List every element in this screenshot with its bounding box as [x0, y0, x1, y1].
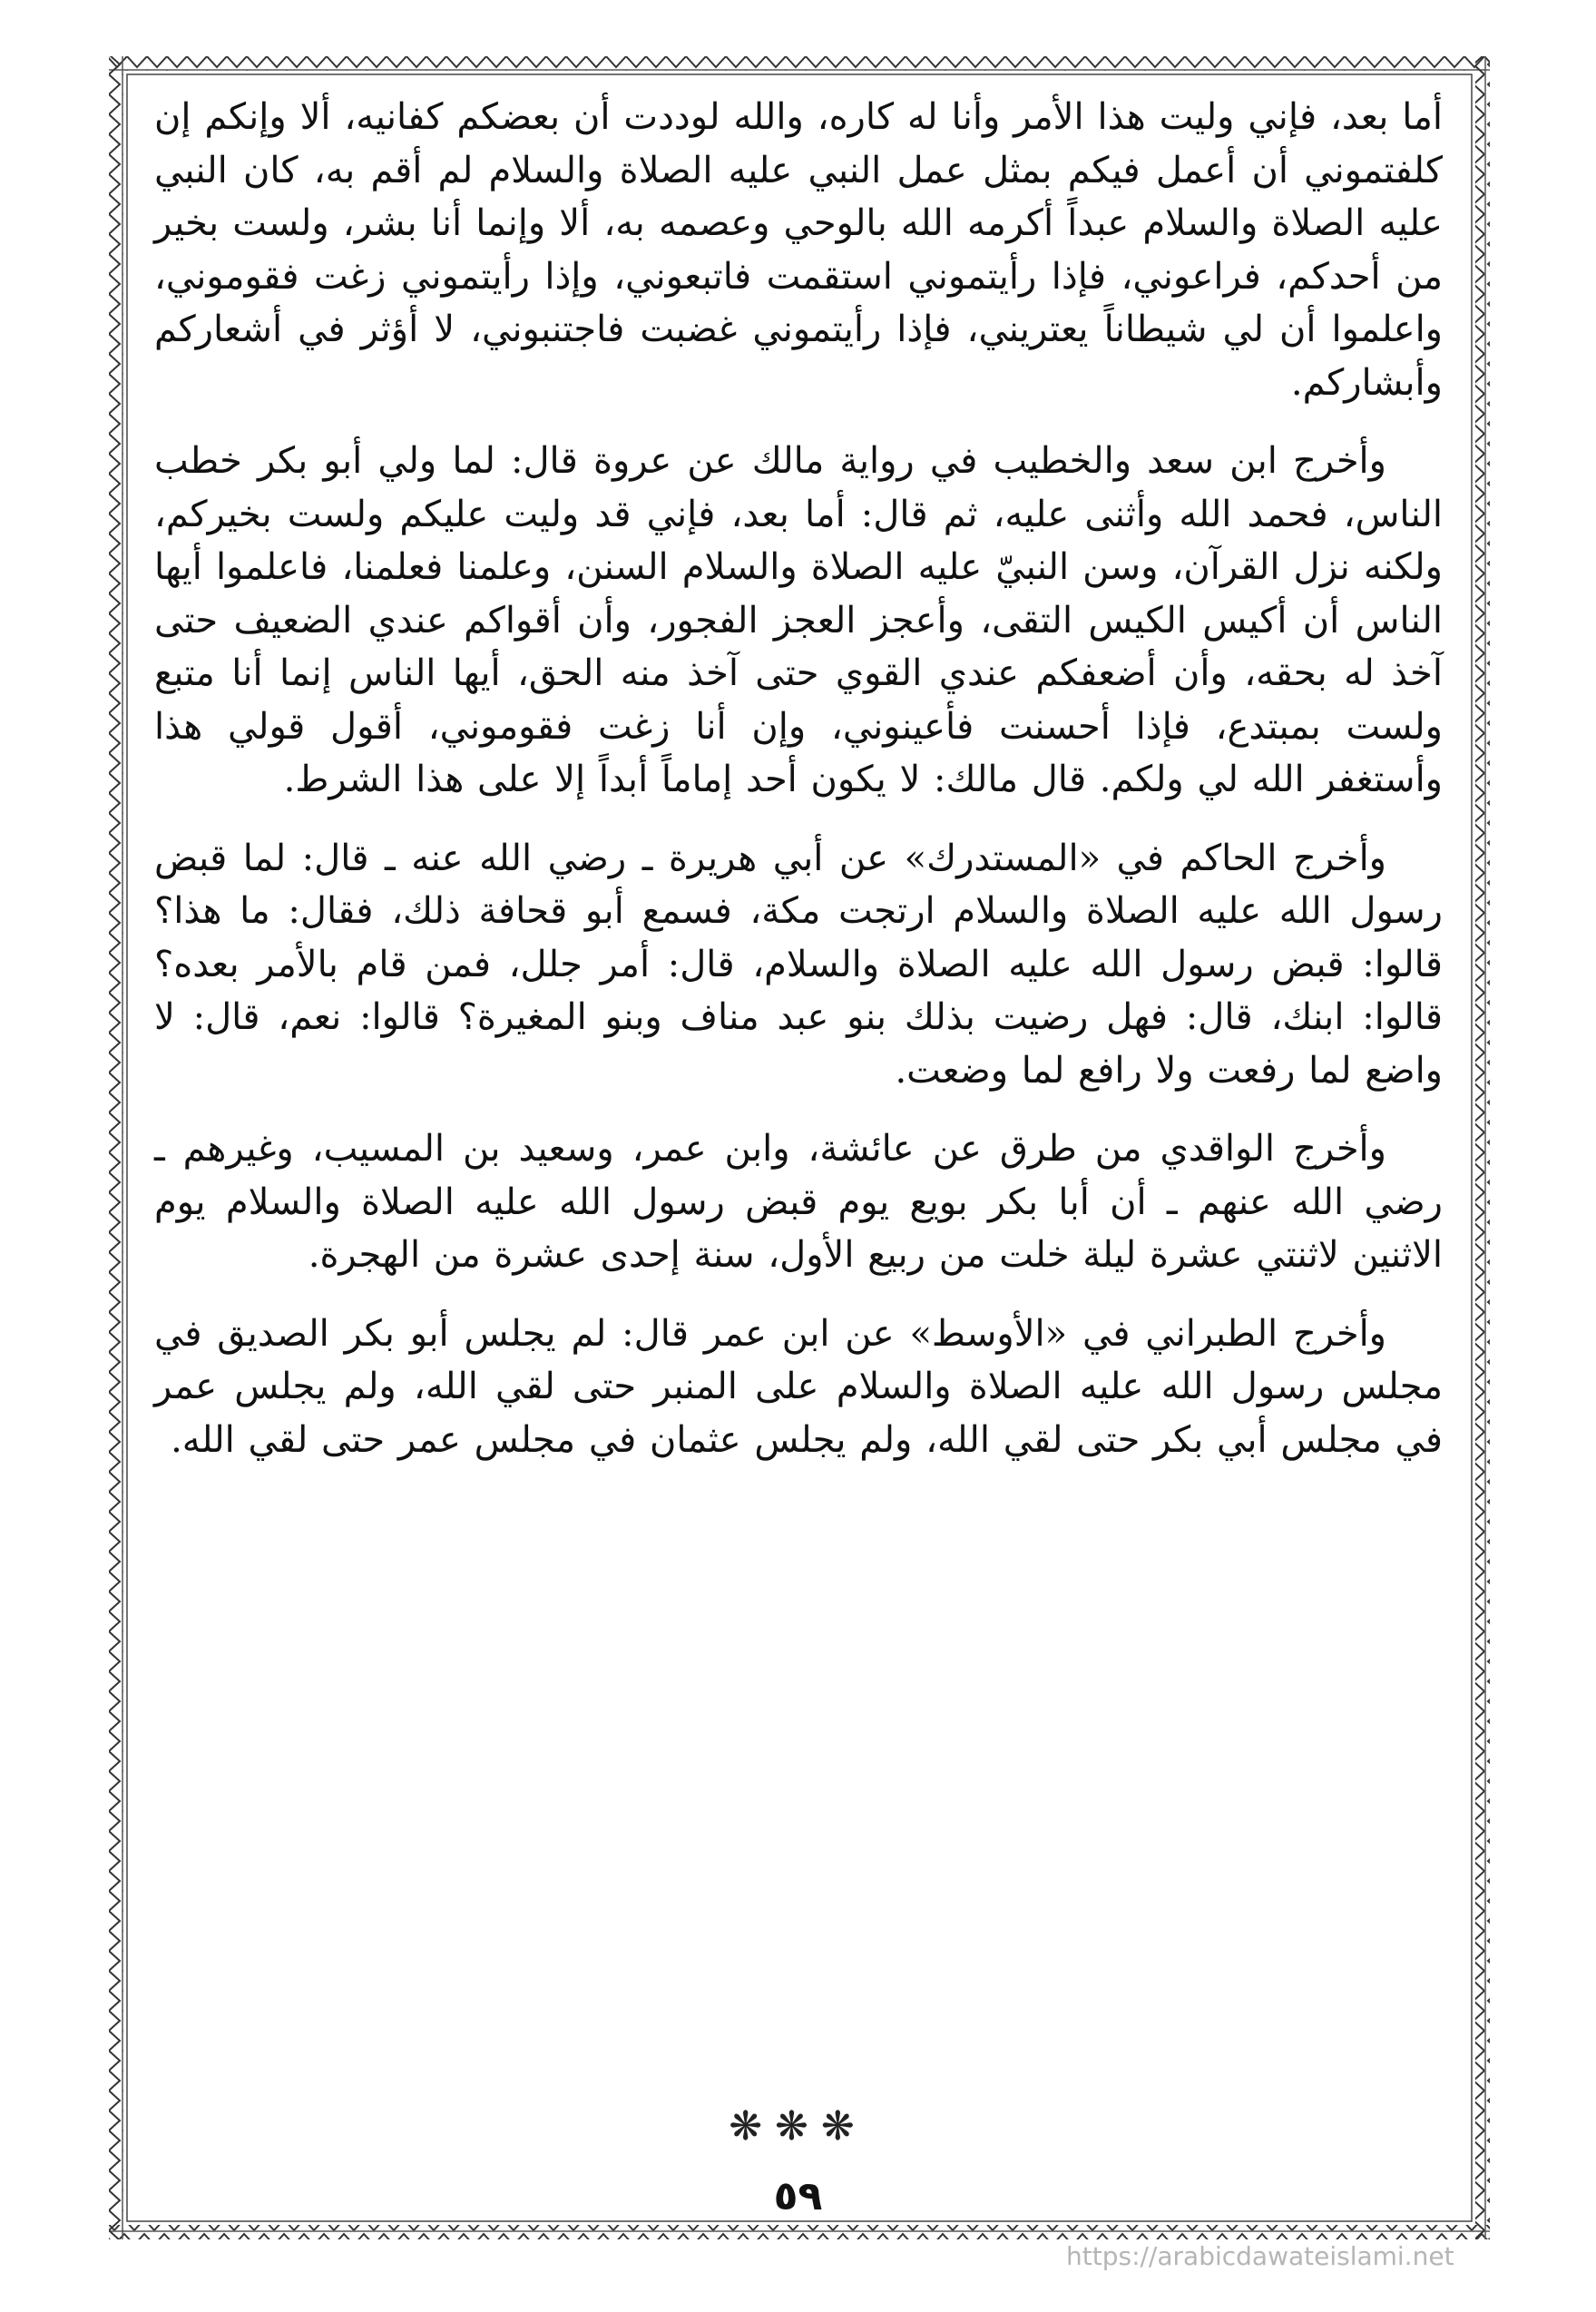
paragraph: أما بعد، فإني وليت هذا الأمر وأنا له كاره، والله لوددت أن بعضكم كفانيه، ألا وإنكم إن كلفتموني أن أعمل فيكم بمثل عمل النبي عليه الصلاة والسلام لم أقم به، كان النبي عليه الصلاة والسلام عبداً أكرمه الله بالوحي وعصمه به، ألا وإنما أنا بشر، ولست بخير من أحدكم، فراعوني، فإذا رأيتموني استقمت فاتبعوني، وإذا رأيتموني زغت فقوموني، واعلموا أن لي شيطاناً يعتريني، فإذا رأيتموني غضبت فاجتنبوني، لا أؤثر في أشعاركم وأبشاركم.: [154, 96, 1443, 404]
paragraph: وأخرج الواقدي من طرق عن عائشة، وابن عمر، وسعيد بن المسيب، وغيرهم ـ رضي الله عنهم ـ أن أبا بكر بويع يوم قبض رسول الله عليه الصلاة والسلام يوم الاثنين لاثنتي عشرة ليلة خلت من ربيع الأول، سنة إحدى عشرة من الهجرة.: [154, 1128, 1444, 1276]
watermark-url: https://arabicdawateislami.net: [1066, 2241, 1454, 2271]
paragraph: وأخرج الحاكم في «المستدرك» عن أبي هريرة ـ رضي الله عنه ـ قال: لما قبض رسول الله عليه الصلاة والسلام ارتجت مكة، فسمع أبو قحافة ذلك، فقال: ما هذا؟ قالوا: قبض رسول الله عليه الصلاة والسلام، قال: أمر جلل، فمن قام بالأمر بعده؟ قالوا: ابنك، قال: فهل رضيت بذلك بنو عبد مناف وبنو المغيرة؟ قالوا: نعم، قال: لا واضع لما رفعت ولا رافع لما وضعت.: [154, 837, 1443, 1092]
page-number: ٥٩: [773, 2173, 823, 2219]
paragraph: وأخرج ابن سعد والخطيب في رواية مالك عن عروة قال: لما ولي أبو بكر خطب الناس، فحمد الله وأثنى عليه، ثم قال: أما بعد، فإني قد وليت عليكم ولست بخيركم، ولكنه نزل القرآن، وسن النبيّ عليه الصلاة والسلام السنن، وعلمنا فعلمنا، فاعلموا أيها الناس أن أكيس الكيس التقى، وأعجز العجز الفجور، وأن أقواكم عندي الضعيف حتى آخذ له بحقه، وأن أضعفكم عندي القوي حتى آخذ منه الحق، أيها الناس إنما أنا متبع ولست بمبتدع، فإذا أحسنت فأعينوني، وإن أنا زغت فقوموني، أقول قولي هذا وأستغفر الله لي ولكم. قال مالك: لا يكون أحد إماماً أبداً إلا على هذا الشرط.: [154, 440, 1443, 800]
page-body: [154, 91, 1443, 1492]
section-ornament: ❋❋❋: [729, 2103, 867, 2150]
paragraph: وأخرج الطبراني في «الأوسط» عن ابن عمر قال: لم يجلس أبو بكر الصديق في مجلس رسول الله عليه الصلاة والسلام على المنبر حتى لقي الله، ولم يجلس عمر في مجلس أبي بكر حتى لقي الله، ولم يجلس عثمان في مجلس عمر حتى لقي الله.: [154, 1312, 1443, 1461]
